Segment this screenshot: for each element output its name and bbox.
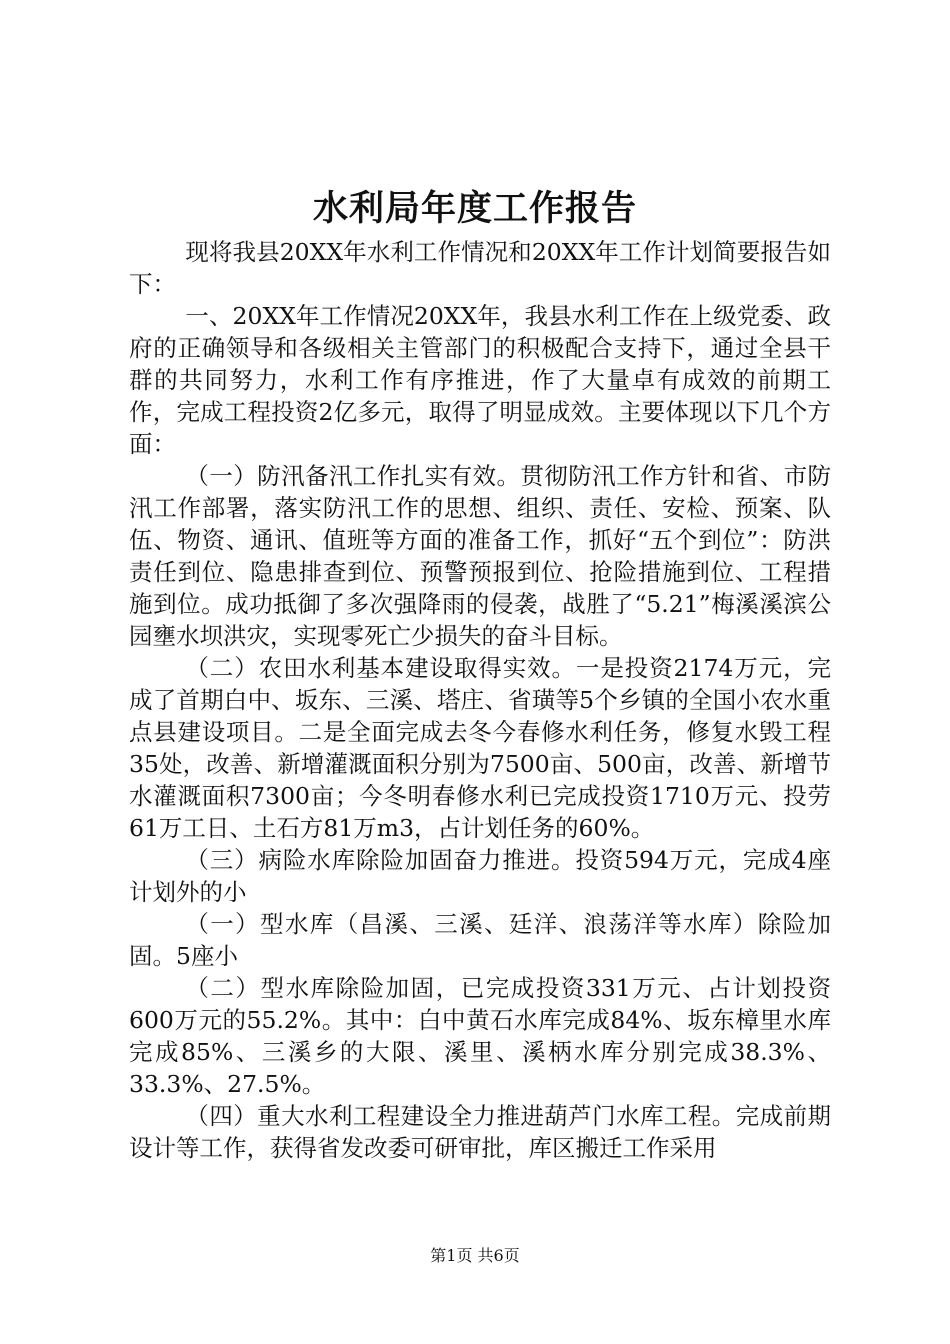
document-title: 水利局年度工作报告 [312, 188, 637, 229]
page-footer: 第1页 共6页 [430, 1246, 520, 1265]
paragraph-major-projects: （四）重大水利工程建设全力推进葫芦门水库工程。完成前期设计等工作，获得省发改委可研审批，库区搬迁工作采用 [129, 1102, 831, 1162]
paragraph-reservoir-reinforce: （三）病险水库除险加固奋力推进。投资594万元，完成4座计划外的小 [129, 846, 831, 906]
paragraph-type-one-reservoir: （一）型水库（昌溪、三溪、廷洋、浪荡洋等水库）除险加固。5座小 [129, 910, 831, 970]
paragraph-section-one: 一、20XX年工作情况20XX年，我县水利工作在上级党委、政府的正确领导和各级相关主管部门的积极配合支持下，通过全县干群的共同努力，水利工作有序推进，作了大量卓有成效的前期工作，完成工程投资2亿多元，取得了明显成效。主要体现以下几个方面： [129, 302, 831, 458]
paragraph-flood-control: （一）防汛备汛工作扎实有效。贯彻防汛工作方针和省、市防汛工作部署，落实防汛工作的思想、组织、责任、安检、预案、队伍、物资、通讯、值班等方面的准备工作，抓好“五个到位”：防洪责任到位、隐患排查到位、预警预报到位、抢险措施到位、工程措施到位。成功抵御了多次强降雨的侵袭，战胜了“5.21”梅溪溪滨公园壅水坝洪灾，实现零死亡少损失的奋斗目标。 [129, 462, 831, 650]
paragraph-type-two-reservoir: （二）型水库除险加固，已完成投资331万元、占计划投资600万元的55.2%。其中：白中黄石水库完成84%、坂东樟里水库完成85%、三溪乡的大限、溪里、溪柄水库分别完成38.3%、33.3%、27.5%。 [129, 974, 831, 1098]
paragraph-farmland-water: （二）农田水利基本建设取得实效。一是投资2174万元，完成了首期白中、坂东、三溪、塔庄、省璜等5个乡镇的全国小农水重点县建设项目。二是全面完成去冬今春修水利任务，修复水毁工程35处，改善、新增灌溉面积分别为7500亩、500亩，改善、新增节水灌溉面积7300亩；今冬明春修水利已完成投资1710万元、投劳61万工日、土石方81万m3，占计划任务的60%。 [129, 654, 831, 842]
document-body [129, 236, 831, 1164]
paragraph-intro: 现将我县20XX年水利工作情况和20XX年工作计划简要报告如下： [129, 238, 831, 298]
